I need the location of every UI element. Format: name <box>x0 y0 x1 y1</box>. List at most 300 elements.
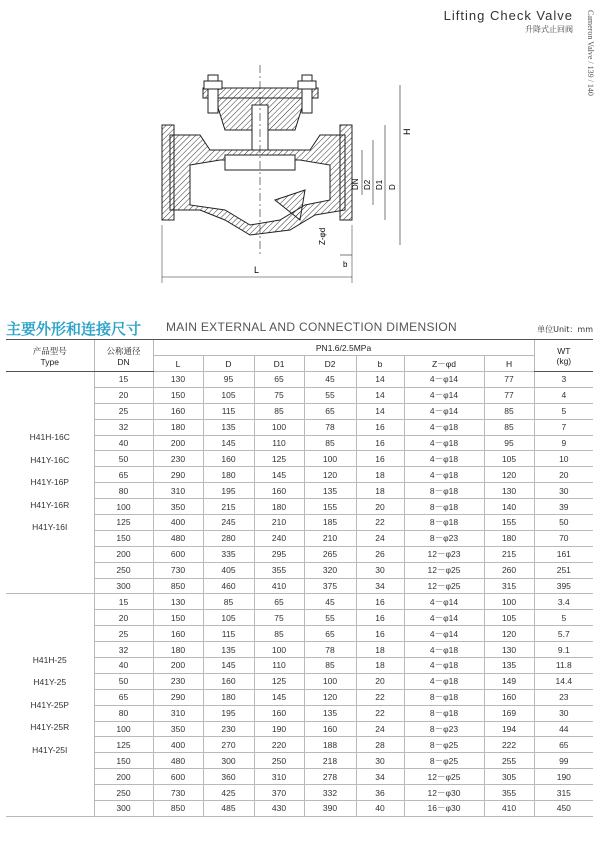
model-name: H41H-25 <box>32 654 67 665</box>
table-cell: 45 <box>304 594 356 610</box>
table-cell: 55 <box>304 387 356 403</box>
table-cell: 50 <box>94 673 153 689</box>
table-cell: 149 <box>484 673 534 689</box>
table-cell: 26 <box>356 546 404 562</box>
table-row <box>6 435 593 451</box>
label-D: D <box>388 184 397 190</box>
header-col-L: L <box>153 356 203 372</box>
table-cell: 4－φ14 <box>404 403 484 419</box>
table-row <box>6 705 593 721</box>
table-cell: 4－φ14 <box>404 594 484 610</box>
label-z-phid: Z-φd <box>318 227 327 245</box>
table-cell: 160 <box>153 626 203 642</box>
table-cell: 78 <box>304 642 356 658</box>
table-cell: 355 <box>254 562 304 578</box>
table-cell: 65 <box>254 594 304 610</box>
table-cell: 160 <box>153 403 203 419</box>
table-cell: 8－φ25 <box>404 753 484 769</box>
table-cell: 150 <box>153 610 203 626</box>
table-cell: 260 <box>484 562 534 578</box>
table-row <box>6 610 593 626</box>
page-title: Lifting Check Valve <box>443 8 573 23</box>
header-col-D: D <box>203 356 254 372</box>
table-cell: 15 <box>94 594 153 610</box>
table-cell: 22 <box>356 515 404 531</box>
table-cell: 188 <box>304 737 356 753</box>
table-cell: 24 <box>356 530 404 546</box>
table-cell: 395 <box>534 578 593 594</box>
table-cell: 135 <box>203 419 254 435</box>
label-DN: DN <box>351 178 360 190</box>
table-cell: 130 <box>153 372 203 388</box>
table-cell: 18 <box>356 658 404 674</box>
table-cell: 110 <box>254 658 304 674</box>
table-cell: 850 <box>153 801 203 817</box>
table-cell: 22 <box>356 705 404 721</box>
table-cell: 400 <box>153 515 203 531</box>
table-cell: 195 <box>203 483 254 499</box>
table-cell: 20 <box>356 673 404 689</box>
table-cell: 480 <box>153 753 203 769</box>
table-cell: 335 <box>203 546 254 562</box>
table-cell: 240 <box>254 530 304 546</box>
table-cell: 194 <box>484 721 534 737</box>
table-cell: 30 <box>534 705 593 721</box>
table-cell: 278 <box>304 769 356 785</box>
table-row <box>6 372 593 388</box>
model-name: H41Y-16I <box>32 522 68 533</box>
table-cell: 180 <box>153 642 203 658</box>
table-cell: 100 <box>254 642 304 658</box>
table-cell: 25 <box>94 626 153 642</box>
label-L: L <box>254 265 260 275</box>
table-cell: 80 <box>94 705 153 721</box>
model-name: H41Y-25I <box>32 744 68 755</box>
header-type-en: Type <box>40 356 59 367</box>
model-name: H41Y-16P <box>30 477 69 488</box>
table-cell: 100 <box>304 451 356 467</box>
table-cell: 160 <box>484 689 534 705</box>
table-cell: 12－φ25 <box>404 578 484 594</box>
section-header <box>6 318 593 338</box>
table-cell: 180 <box>203 689 254 705</box>
table-cell: 3 <box>534 372 593 388</box>
table-cell: 8－φ18 <box>404 499 484 515</box>
header-wt <box>534 340 593 372</box>
table-cell: 270 <box>203 737 254 753</box>
table-cell: 425 <box>203 785 254 801</box>
table-cell: 5.7 <box>534 626 593 642</box>
table-row <box>6 594 593 610</box>
table-cell: 315 <box>534 785 593 801</box>
label-D1: D1 <box>375 179 384 190</box>
table-row <box>6 403 593 419</box>
table-cell: 4－φ18 <box>404 467 484 483</box>
table-cell: 120 <box>484 626 534 642</box>
table-cell: 16 <box>356 626 404 642</box>
table-row <box>6 530 593 546</box>
table-cell: 265 <box>304 546 356 562</box>
table-cell: 10 <box>534 451 593 467</box>
table-cell: 8－φ18 <box>404 515 484 531</box>
table-cell: 400 <box>153 737 203 753</box>
valve-drawing <box>140 55 420 295</box>
table-cell: 77 <box>484 372 534 388</box>
table-cell: 85 <box>304 435 356 451</box>
table-cell: 360 <box>203 769 254 785</box>
table-cell: 4－φ14 <box>404 372 484 388</box>
table-row <box>6 387 593 403</box>
table-cell: 75 <box>254 387 304 403</box>
table-cell: 245 <box>203 515 254 531</box>
table-cell: 105 <box>484 451 534 467</box>
table-cell: 12－φ30 <box>404 785 484 801</box>
table-cell: 195 <box>203 705 254 721</box>
table-cell: 375 <box>304 578 356 594</box>
table-cell: 65 <box>534 737 593 753</box>
model-name: H41Y-25 <box>33 677 67 688</box>
table-cell: 430 <box>254 801 304 817</box>
table-cell: 12－φ25 <box>404 562 484 578</box>
table-cell: 95 <box>203 372 254 388</box>
table-cell: 332 <box>304 785 356 801</box>
table-cell: 135 <box>484 658 534 674</box>
table-cell: 145 <box>203 435 254 451</box>
table-row <box>6 562 593 578</box>
table-cell: 180 <box>203 467 254 483</box>
table-cell: 4－φ18 <box>404 642 484 658</box>
table-cell: 16 <box>356 435 404 451</box>
table-cell: 16 <box>356 594 404 610</box>
table-cell: 169 <box>484 705 534 721</box>
table-cell: 4－φ14 <box>404 626 484 642</box>
table-cell: 12－φ25 <box>404 769 484 785</box>
table-cell: 8－φ23 <box>404 721 484 737</box>
label-b: b <box>343 260 348 269</box>
table-cell: 230 <box>153 673 203 689</box>
table-cell: 18 <box>356 642 404 658</box>
table-cell: 4－φ18 <box>404 451 484 467</box>
table-cell: 16 <box>356 451 404 467</box>
table-cell: 85 <box>254 403 304 419</box>
table-cell: 295 <box>254 546 304 562</box>
page-subtitle: 升降式止回阀 <box>525 25 573 34</box>
header-dn-en: DN <box>117 356 130 367</box>
table-cell: 85 <box>203 594 254 610</box>
table-cell: 210 <box>304 530 356 546</box>
table-cell: 4－φ18 <box>404 435 484 451</box>
table-cell: 14 <box>356 403 404 419</box>
table-row <box>6 578 593 594</box>
table-cell: 20 <box>94 610 153 626</box>
table-cell: 250 <box>254 753 304 769</box>
header-pn: PN1.6/2.5MPa <box>153 340 534 356</box>
table-cell: 350 <box>153 721 203 737</box>
table-cell: 120 <box>304 467 356 483</box>
header-col-D1: D1 <box>254 356 304 372</box>
table-cell: 215 <box>484 546 534 562</box>
table-cell: 100 <box>484 594 534 610</box>
model-name: H41Y-16R <box>30 499 70 510</box>
table-cell: 25 <box>94 403 153 419</box>
table-cell: 40 <box>94 435 153 451</box>
table-row <box>6 753 593 769</box>
table-row <box>6 499 593 515</box>
table-cell: 4－φ18 <box>404 658 484 674</box>
table-cell: 18 <box>356 467 404 483</box>
table-cell: 160 <box>203 451 254 467</box>
table-cell: 320 <box>304 562 356 578</box>
table-cell: 300 <box>203 753 254 769</box>
table-cell: 315 <box>484 578 534 594</box>
table-cell: 130 <box>153 594 203 610</box>
table-cell: 220 <box>254 737 304 753</box>
table-cell: 7 <box>534 419 593 435</box>
table-cell: 85 <box>484 419 534 435</box>
table-cell: 730 <box>153 562 203 578</box>
table-cell: 150 <box>94 753 153 769</box>
table-cell: 125 <box>94 737 153 753</box>
table-cell: 95 <box>484 435 534 451</box>
table-cell: 200 <box>153 435 203 451</box>
table-cell: 600 <box>153 769 203 785</box>
model-name: H41H-16C <box>29 432 70 443</box>
table-cell: 160 <box>254 705 304 721</box>
table-cell: 40 <box>356 801 404 817</box>
table-cell: 390 <box>304 801 356 817</box>
table-row <box>6 658 593 674</box>
table-cell: 78 <box>304 419 356 435</box>
table-cell: 215 <box>203 499 254 515</box>
table-cell: 80 <box>94 483 153 499</box>
table-row <box>6 801 593 817</box>
table-cell: 22 <box>356 689 404 705</box>
table-cell: 130 <box>484 483 534 499</box>
table-cell: 180 <box>484 530 534 546</box>
table-cell: 250 <box>94 562 153 578</box>
table-cell: 310 <box>153 483 203 499</box>
table-cell: 4－φ14 <box>404 610 484 626</box>
table-cell: 370 <box>254 785 304 801</box>
table-cell: 75 <box>254 610 304 626</box>
header-dn-cn: 公称通径 <box>106 345 141 356</box>
table-cell: 32 <box>94 642 153 658</box>
table-cell: 350 <box>153 499 203 515</box>
model-name: H41Y-25R <box>30 722 70 733</box>
table-cell: 16－φ30 <box>404 801 484 817</box>
table-row <box>6 467 593 483</box>
table-cell: 145 <box>254 689 304 705</box>
table-cell: 135 <box>304 705 356 721</box>
table-cell: 105 <box>484 610 534 626</box>
table-cell: 145 <box>203 658 254 674</box>
table-cell: 23 <box>534 689 593 705</box>
table-cell: 290 <box>153 689 203 705</box>
table-cell: 99 <box>534 753 593 769</box>
table-cell: 105 <box>203 610 254 626</box>
table-cell: 8－φ18 <box>404 483 484 499</box>
header-dn <box>94 340 153 372</box>
table-cell: 450 <box>534 801 593 817</box>
table-cell: 4 <box>534 387 593 403</box>
table-cell: 4－φ14 <box>404 387 484 403</box>
table-cell: 14 <box>356 387 404 403</box>
model-cell <box>6 372 94 594</box>
table-cell: 11.8 <box>534 658 593 674</box>
table-cell: 485 <box>203 801 254 817</box>
table-cell: 40 <box>94 658 153 674</box>
table-cell: 36 <box>356 785 404 801</box>
table-cell: 305 <box>484 769 534 785</box>
table-cell: 44 <box>534 721 593 737</box>
table-cell: 120 <box>484 467 534 483</box>
table-cell: 100 <box>304 673 356 689</box>
table-cell: 70 <box>534 530 593 546</box>
table-cell: 161 <box>534 546 593 562</box>
table-cell: 125 <box>94 515 153 531</box>
side-caption: Cameron Valve / 139 / 140 <box>586 10 595 96</box>
table-row <box>6 769 593 785</box>
table-cell: 50 <box>94 451 153 467</box>
table-row <box>6 721 593 737</box>
table-cell: 9 <box>534 435 593 451</box>
table-cell: 218 <box>304 753 356 769</box>
table-cell: 250 <box>94 785 153 801</box>
table-cell: 12－φ23 <box>404 546 484 562</box>
table-cell: 65 <box>304 403 356 419</box>
table-cell: 55 <box>304 610 356 626</box>
table-cell: 150 <box>153 387 203 403</box>
table-cell: 115 <box>203 403 254 419</box>
table-cell: 14.4 <box>534 673 593 689</box>
table-body <box>6 372 593 817</box>
section-title-en: MAIN EXTERNAL AND CONNECTION DIMENSION <box>166 320 457 334</box>
table-cell: 200 <box>153 658 203 674</box>
header-col-H: H <box>484 356 534 372</box>
table-cell: 251 <box>534 562 593 578</box>
table-cell: 15 <box>94 372 153 388</box>
model-cell <box>6 594 94 816</box>
table-cell: 125 <box>254 673 304 689</box>
table-cell: 30 <box>356 753 404 769</box>
table-cell: 460 <box>203 578 254 594</box>
table-cell: 30 <box>534 483 593 499</box>
header-col-D2: D2 <box>304 356 356 372</box>
table-cell: 190 <box>534 769 593 785</box>
table-cell: 200 <box>94 546 153 562</box>
table-cell: 222 <box>484 737 534 753</box>
table-cell: 730 <box>153 785 203 801</box>
table-cell: 280 <box>203 530 254 546</box>
table-cell: 8－φ23 <box>404 530 484 546</box>
table-cell: 230 <box>153 451 203 467</box>
table-cell: 230 <box>203 721 254 737</box>
table-cell: 45 <box>304 372 356 388</box>
label-D2: D2 <box>363 179 372 190</box>
table-row <box>6 515 593 531</box>
header-col-b: b <box>356 356 404 372</box>
table-row <box>6 785 593 801</box>
table-cell: 5 <box>534 610 593 626</box>
table-cell: 255 <box>484 753 534 769</box>
label-H: H <box>402 128 412 135</box>
table-cell: 34 <box>356 769 404 785</box>
table-cell: 8－φ25 <box>404 737 484 753</box>
table-cell: 85 <box>304 658 356 674</box>
table-cell: 200 <box>94 769 153 785</box>
table-cell: 85 <box>484 403 534 419</box>
table-row <box>6 419 593 435</box>
table-cell: 355 <box>484 785 534 801</box>
table-row <box>6 483 593 499</box>
table-cell: 115 <box>203 626 254 642</box>
table-cell: 135 <box>203 642 254 658</box>
table-cell: 140 <box>484 499 534 515</box>
table-cell: 18 <box>356 483 404 499</box>
table-cell: 77 <box>484 387 534 403</box>
table-cell: 65 <box>254 372 304 388</box>
table-cell: 180 <box>153 419 203 435</box>
table-cell: 100 <box>254 419 304 435</box>
table-cell: 160 <box>254 483 304 499</box>
table-cell: 32 <box>94 419 153 435</box>
table-cell: 28 <box>356 737 404 753</box>
model-name: H41Y-25P <box>30 699 69 710</box>
table-cell: 145 <box>254 467 304 483</box>
table-cell: 100 <box>94 499 153 515</box>
table-cell: 190 <box>254 721 304 737</box>
table-cell: 310 <box>254 769 304 785</box>
header-type <box>6 340 94 372</box>
table-cell: 310 <box>153 705 203 721</box>
table-cell: 300 <box>94 578 153 594</box>
table-cell: 185 <box>304 515 356 531</box>
table-cell: 410 <box>254 578 304 594</box>
table-cell: 850 <box>153 578 203 594</box>
table-cell: 20 <box>534 467 593 483</box>
table-cell: 65 <box>94 467 153 483</box>
table-cell: 155 <box>304 499 356 515</box>
unit-label: 单位Unit：mm <box>537 325 593 334</box>
table-row <box>6 737 593 753</box>
section-title-cn: 主要外形和连接尺寸 <box>6 320 142 338</box>
table-row <box>6 673 593 689</box>
table-cell: 480 <box>153 530 203 546</box>
table-cell: 65 <box>304 626 356 642</box>
table-cell: 8－φ18 <box>404 705 484 721</box>
table-cell: 110 <box>254 435 304 451</box>
table-cell: 130 <box>484 642 534 658</box>
table-cell: 30 <box>356 562 404 578</box>
table-cell: 16 <box>356 419 404 435</box>
table-cell: 160 <box>203 673 254 689</box>
table-cell: 85 <box>254 626 304 642</box>
table-cell: 150 <box>94 530 153 546</box>
table-cell: 300 <box>94 801 153 817</box>
table-cell: 50 <box>534 515 593 531</box>
table-cell: 9.1 <box>534 642 593 658</box>
table-cell: 20 <box>356 499 404 515</box>
table-cell: 4－φ18 <box>404 673 484 689</box>
table-row <box>6 689 593 705</box>
header-type-cn: 产品型号 <box>32 345 67 356</box>
table-cell: 155 <box>484 515 534 531</box>
table-cell: 600 <box>153 546 203 562</box>
table-cell: 39 <box>534 499 593 515</box>
table-cell: 4－φ18 <box>404 419 484 435</box>
table-cell: 20 <box>94 387 153 403</box>
table-cell: 120 <box>304 689 356 705</box>
